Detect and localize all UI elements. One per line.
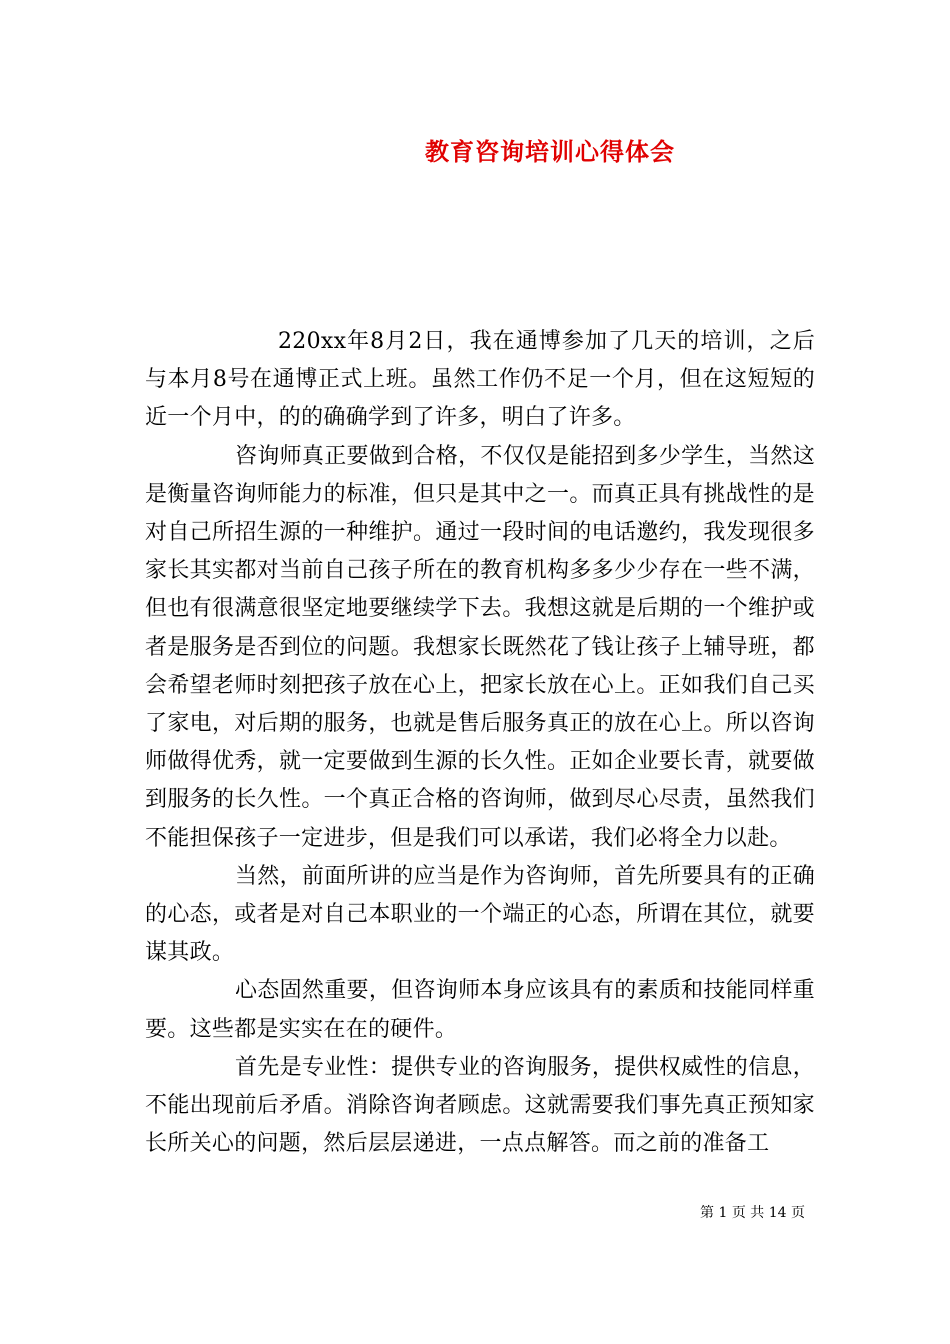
document-body [145,323,815,1163]
paragraph-1: 220xx年8月2日，我在通博参加了几天的培训，之后与本月8号在通博正式上班。虽然工作仍不足一个月，但在这短短的近一个月中，的的确确学到了许多，明白了许多。 [145,329,815,431]
paragraph-5: 首先是专业性：提供专业的咨询服务，提供权威性的信息，不能出现前后矛盾。消除咨询者顾虑。这就需要我们事先真正预知家长所关心的问题，然后层层递进，一点点解答。而之前的准备工 [145,1054,815,1157]
document-title: 教育咨询培训心得体会 [425,137,675,166]
page-number-footer: 第 1 页 共 14 页 [700,1205,805,1221]
paragraph-4: 心态固然重要，但咨询师本身应该具有的素质和技能同样重要。这些都是实实在在的硬件。 [145,978,815,1042]
paragraph-2: 咨询师真正要做到合格，不仅仅是能招到多少学生，当然这是衡量咨询师能力的标准，但只是其中之一。而真正具有挑战性的是对自己所招生源的一种维护。通过一段时间的电话邀约，我发现很多家长其实都对当前自己孩子所在的教育机构多多少少存在一些不满，但也有很满意很坚定地要继续学下去。我想这就是后期的一个维护或者是服务是否到位的问题。我想家长既然花了钱让孩子上辅导班，都会希望老师时刻把孩子放在心上，把家长放在心上。正如我们自己买了家电，对后期的服务，也就是售后服务真正的放在心上。所以咨询师做得优秀，就一定要做到生源的长久性。正如企业要长青，就要做到服务的长久性。一个真正合格的咨询师，做到尽心尽责，虽然我们不能担保孩子一定进步，但是我们可以承诺，我们必将全力以赴。 [145,443,815,851]
paragraph-3: 当然，前面所讲的应当是作为咨询师，首先所要具有的正确的心态，或者是对自己本职业的一个端正的心态，所谓在其位，就要谋其政。 [145,863,815,966]
